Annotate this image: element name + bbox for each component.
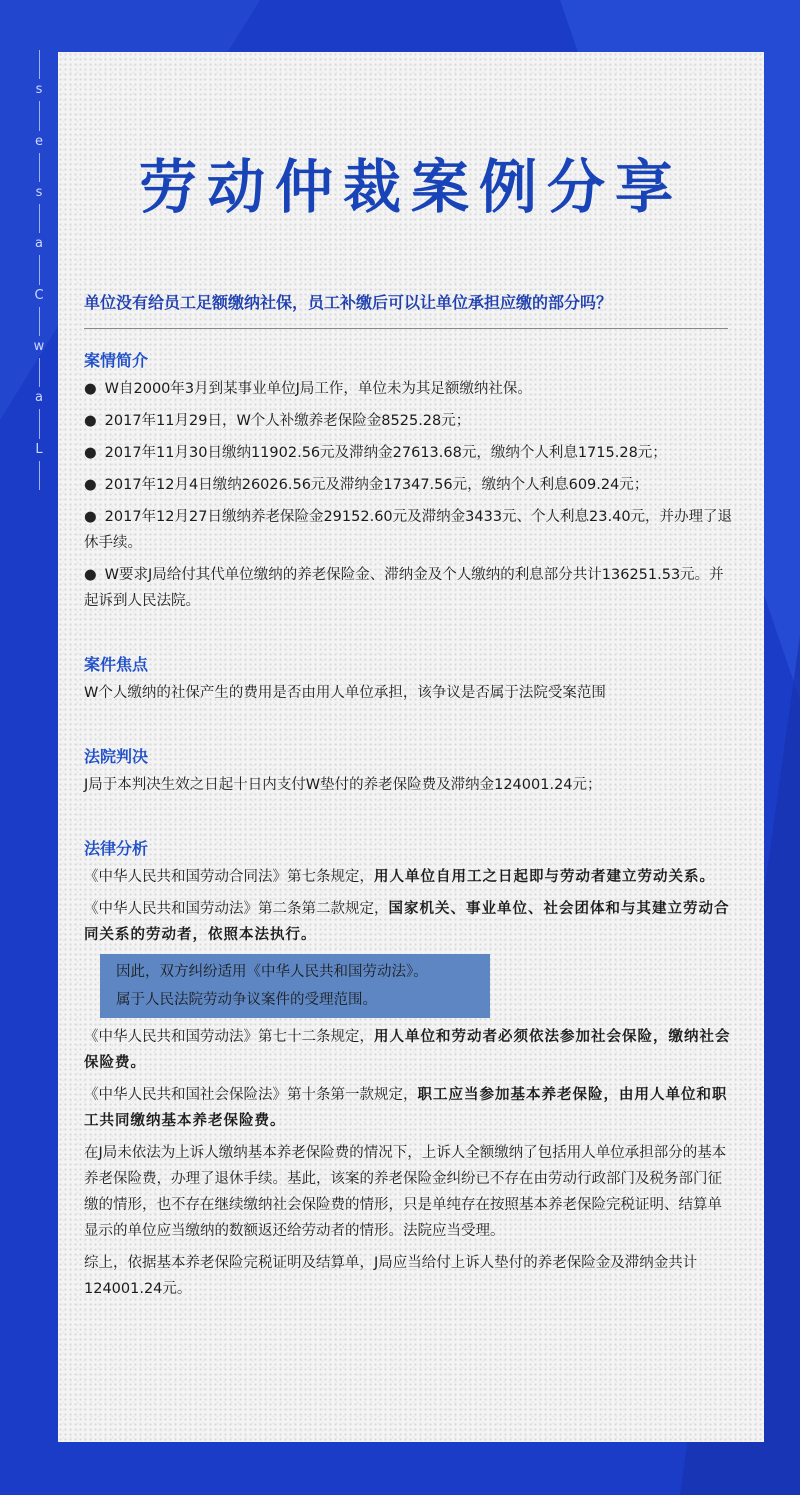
- page-title: 劳动仲裁案例分享: [138, 153, 683, 221]
- judgment-text: J局于本判决生效之日起十日内支付W垫付的养老保险费及滞纳金124001.24元；: [84, 777, 602, 793]
- analysis-paragraph: 在J局未依法为上诉人缴纳基本养老保险费的情况下，上诉人全额缴纳了包括用人单位承担部分的基本养老保险费，办理了退休手续。基此，该案的养老保险金纠纷已不存在由劳动行政部门及税务部门征缴的情形，也不存在继续缴纳社会保险费的情形，只是单纯存在按照基本养老保险完税证明、结算单显示的单位应当缴纳的数额返还给劳动者的情形。法院应当受理。: [84, 1145, 727, 1239]
- side-letter: s: [35, 184, 43, 200]
- law-citation-text: 用人单位自用工之日起即与劳动者建立劳动关系。: [374, 868, 715, 885]
- list-item: ● 2017年11月29日，W个人补缴养老保险金8525.28元；: [84, 408, 734, 434]
- law-citation: [84, 1024, 734, 1076]
- side-letter: L: [35, 441, 43, 457]
- law-citation-source: 《中华人民共和国劳动法》第二条第二款规定，: [84, 901, 389, 917]
- law-citation: [84, 1082, 734, 1134]
- article-body: [84, 348, 734, 1308]
- section-heading-focus: 案件焦点: [84, 655, 149, 674]
- law-citation-source: 《中华人民共和国劳动法》第七十二条规定，: [84, 1029, 374, 1045]
- conclusion-paragraph: 综上，依据基本养老保险完税证明及结算单，J局应当给付上诉人垫付的养老保险金及滞纳金共计124001.24元。: [84, 1255, 698, 1297]
- list-item: ● W要求J局给付其代单位缴纳的养老保险金、滞纳金及个人缴纳的利息部分共计136251.53元。并起诉到人民法院。: [84, 562, 734, 614]
- highlight-line: 因此，双方纠纷适用《中华人民共和国劳动法》。: [116, 964, 428, 980]
- list-item: ● 2017年11月30日缴纳11902.56元及滞纳金27613.68元，缴纳个人利息1715.28元；: [84, 440, 734, 466]
- law-citation: [84, 896, 734, 948]
- side-letter: s: [35, 82, 43, 98]
- section-heading-analysis: 法律分析: [84, 839, 149, 858]
- side-vertical-label: [30, 50, 48, 490]
- side-letter: a: [35, 390, 43, 406]
- divider: [84, 328, 728, 329]
- case-question: 单位没有给员工足额缴纳社保，员工补缴后可以让单位承担应缴的部分吗？: [84, 293, 613, 312]
- law-citation-source: 《中华人民共和国劳动合同法》第七条规定，: [84, 869, 374, 885]
- list-item: ● W自2000年3月到某事业单位J局工作，单位未为其足额缴纳社保。: [84, 376, 734, 402]
- side-letter: a: [35, 236, 43, 252]
- section-heading-intro: 案情简介: [84, 351, 149, 370]
- side-letter: C: [34, 287, 44, 303]
- law-citation: [84, 864, 734, 890]
- law-citation-text: 国家机关、事业单位、社会团体和与其建立劳动合同关系的劳动者，依照本法执行。: [84, 900, 730, 943]
- law-citation-source: 《中华人民共和国社会保险法》第十条第一款规定，: [84, 1087, 418, 1103]
- list-item: ● 2017年12月4日缴纳26026.56元及滞纳金17347.56元，缴纳个人利息609.24元；: [84, 472, 734, 498]
- side-letter: w: [33, 338, 45, 354]
- highlight-line: 属于人民法院劳动争议案件的受理范围。: [116, 992, 377, 1008]
- list-item: ● 2017年12月27日缴纳养老保险金29152.60元及滞纳金3433元、个人利息23.40元，并办理了退休手续。: [84, 504, 734, 556]
- side-letter: e: [35, 133, 43, 149]
- law-citation-text: 职工应当参加基本养老保险，由用人单位和职工共同缴纳基本养老保险费。: [84, 1086, 728, 1129]
- section-heading-judgment: 法院判决: [84, 747, 149, 766]
- content-card: [58, 52, 764, 1442]
- focus-text: W个人缴纳的社保产生的费用是否由用人单位承担，该争议是否属于法院受案范围: [84, 685, 606, 701]
- highlight-box: [100, 954, 490, 1018]
- law-citation-text: 用人单位和劳动者必须依法参加社会保险，缴纳社会保险费。: [84, 1028, 731, 1071]
